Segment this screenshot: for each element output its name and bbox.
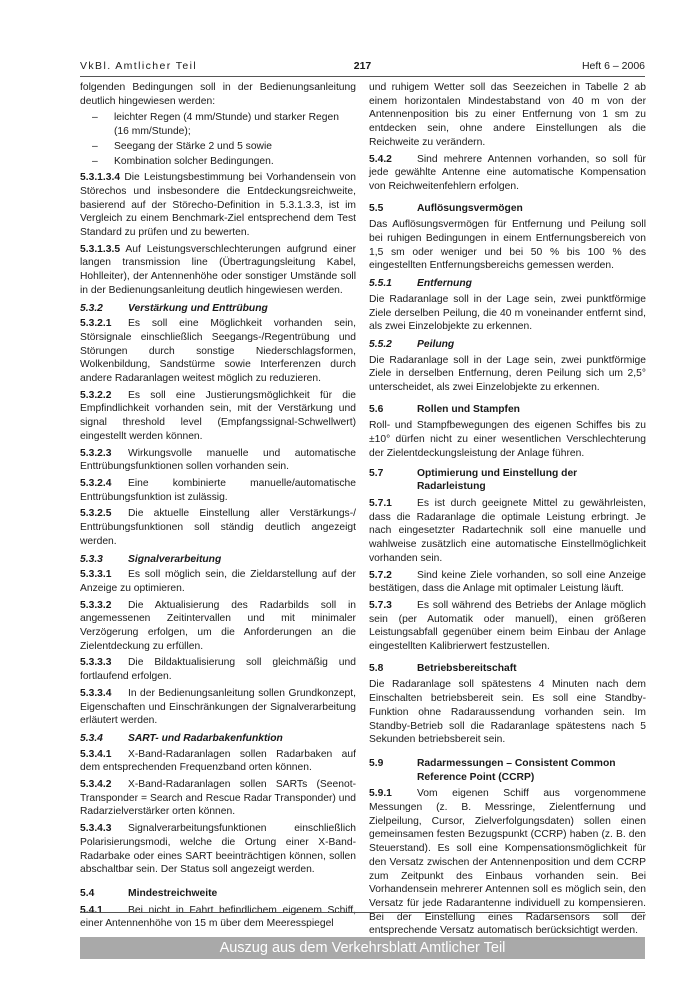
heading-5-4 <box>80 887 356 901</box>
heading-5-5-2 <box>369 338 646 352</box>
section-number: 5.3.3.2 <box>80 599 112 611</box>
list-item: – leichter Regen (4 mm/Stunde) und starker Regen (16 mm/Stunde); <box>80 111 356 138</box>
section-5-9-1 <box>369 787 646 938</box>
section-5-3-1-3-5 <box>80 243 356 298</box>
section-number: 5.3.2.1 <box>80 318 112 330</box>
section-text: In der Bedienungsanleitung sollen Grundkonzept, Eigenschaften und Einschränkungen der Signalverarbeitung erläutert werden. <box>80 687 356 727</box>
heading-title: Radarmessungen – Consistent Common Reference Point (CCRP) <box>417 757 616 783</box>
right-column <box>369 81 646 941</box>
paragraph-5-5-2: Die Radaranlage soll in der Lage sein, zwei punktförmige Ziele in derselben Entfernung, deren Peilung sich um 2,5° unterscheidet, als zwei Einzelobjekte zu erkennen. <box>369 354 646 394</box>
section-5-3-4-1 <box>80 748 356 775</box>
heading-number: 5.3.2 <box>80 302 103 314</box>
intro-paragraph: folgenden Bedingungen soll in der Bedienungsanleitung deutlich hingewiesen werden: <box>80 82 356 107</box>
section-text: Sind mehrere Antennen vorhanden, so soll für jede gewählte Antenne eine automatische Kompensation von Reichweitenfehlern erfolgen. <box>369 153 646 192</box>
journal-name: VkBl. Amtlicher Teil <box>80 60 198 72</box>
heading-number: 5.5 <box>369 202 384 214</box>
section-text: Die Aktualisierung des Radarbilds soll in angemessenen Zeitintervallen und mit minimaler Verzögerung erfolgen, um die Anforderungen an die Zielentdeckung zu erfüllen. <box>80 599 356 652</box>
section-number: 5.7.3 <box>369 599 392 611</box>
section-number: 5.3.3.1 <box>80 569 112 581</box>
section-text: Es soll eine Möglichkeit vorhanden sein, Störsignale einschließlich Seegangs-/Regentrübung und Störungen durch sonstige Niederschlagsformen, Wolkenbildung, Sandstürme sowie Interferenzen durch andere Radaranlagen weitest möglich zu reduzieren. <box>80 318 356 385</box>
page-header <box>80 60 645 76</box>
section-5-3-2-3 <box>80 447 356 474</box>
heading-number: 5.4 <box>80 887 95 899</box>
heading-number: 5.9 <box>369 757 384 769</box>
footer-banner: Auszug aus dem Verkehrsblatt Amtlicher Teil <box>80 937 645 959</box>
section-text: Es ist durch geeignete Mittel zu gewährleisten, dass die Radaranlage die optimale Leistung erbringt. Je nach eingesetzter Radartechnik soll eine manuelle und wahlweise zusätzlich eine automatische Einstellmöglichkeit vorhanden sein. <box>369 497 646 564</box>
paragraph-5-5-1: Die Radaranlage soll in der Lage sein, zwei punktförmige Ziele derselben Peilung, die 40 m voneinander entfernt sind, als zwei Einzelobjekte zu erkennen. <box>369 293 646 333</box>
heading-title: Verstärkung und Enttrübung <box>128 302 268 314</box>
section-number: 5.3.2.3 <box>80 447 112 459</box>
heading-5-6 <box>369 403 646 417</box>
section-5-3-4-2 <box>80 778 356 819</box>
section-5-3-1-3-4 <box>80 171 356 240</box>
section-5-7-1 <box>369 497 646 566</box>
heading-5-3-3 <box>80 553 356 567</box>
section-5-3-2-2 <box>80 389 356 444</box>
section-5-3-2-4 <box>80 477 356 504</box>
continuation-paragraph: und ruhigem Wetter soll das Seezeichen in Tabelle 2 ab einem horizontalen Mindestabstand von 40 m von der Antennenposition bis zu einer Entfernung von 1 sm zu entdecken sein, ohne andere Einstellungen als die Reichweite zu verändern. <box>369 82 646 148</box>
condition-list <box>80 111 356 168</box>
heading-number: 5.5.1 <box>369 278 392 290</box>
section-text: Die Leistungsbestimmung bei Vorhandensein von Störechos und insbesondere die Entdeckungsreichweite, basierend auf der Störecho-Definition in 5.3.1.3.3, ist im Vergleich zu einem Benchmark-Ziel entsprechend dem Test Standard zu prüfen und zu bewerten. <box>80 172 356 239</box>
heading-number: 5.7 <box>369 467 384 479</box>
paragraph-5-6: Roll- und Stampfbewegungen des eigenen Schiffes bis zu ±10° dürfen nicht zu einer wesentlichen Verschlechterung der Zielentdeckungsleistung der Anlage führen. <box>369 420 646 459</box>
section-5-3-3-2 <box>80 599 356 654</box>
section-number: 5.3.2.5 <box>80 508 112 520</box>
heading-title: Peilung <box>417 338 455 350</box>
heading-number: 5.3.4 <box>80 732 103 744</box>
section-text: Vom eigenen Schiff aus vorgenommene Messungen (z. B. Messringe, Zielentfernung und Zielpeilung, Cursor, Zielverfolgungsdaten) sollen einen gemeinsamen festen Bezugspunkt (CCRP) haben (z. B. den Steuerstand). Es soll eine Kompensationsmöglichkeit für den Versatz zwischen der Antennenposition und dem CCRP zum Zeitpunkt des Einbaus vorhanden sein. Bei Vorhandensein mehrerer Antennen soll es möglich sein, den Versatz für jede Radarantenne individuell zu kompensieren. Bei der Einstellung eines Radarsensors soll der entsprechende Versatz automatisch berücksichtigt werden. <box>369 788 646 937</box>
heading-5-7 <box>369 467 646 494</box>
paragraph-5-8: Die Radaranlage soll spätestens 4 Minuten nach dem Einschalten betriebsbereit sein. Es soll eine Standby-Funktion ohne Radaraussendung vorhanden sein. Im Standby-Betrieb soll die Radaranlage spätestens nach 5 Sekunden betriebsbereit sein. <box>369 679 646 746</box>
section-number: 5.9.1 <box>369 788 392 800</box>
heading-number: 5.6 <box>369 403 384 415</box>
heading-title: Betriebsbereitschaft <box>417 662 517 674</box>
heading-number: 5.8 <box>369 662 384 674</box>
section-text: X-Band-Radaranlagen sollen SARTs (Seenot-Transponder = Search and Rescue Radar Transponder) und Radarzielverstärker orten können. <box>80 779 356 818</box>
section-5-3-2-5 <box>80 507 356 548</box>
heading-5-5-1 <box>369 277 646 291</box>
heading-5-3-4 <box>80 732 356 746</box>
section-text: Signalverarbeitungsfunktionen einschließlich Polarisierungsmodi, welche die Ortung einer X-Band-Radarbake oder eines SART beeinträchtigen können, sollen abschaltbar sein. Der Status soll angezeigt werden. <box>80 823 356 876</box>
heading-number: 5.5.2 <box>369 338 392 350</box>
heading-number: 5.3.3 <box>80 553 103 565</box>
section-number: 5.3.3.4 <box>80 687 112 699</box>
section-5-7-2 <box>369 569 646 596</box>
section-number: 5.3.1.3.5 <box>80 243 121 255</box>
bottom-rule <box>80 912 645 913</box>
section-number: 5.3.1.3.4 <box>80 172 121 184</box>
list-item: – Seegang der Stärke 2 und 5 sowie <box>80 140 356 154</box>
heading-5-5 <box>369 202 646 216</box>
section-5-3-4-3 <box>80 822 356 877</box>
section-5-4-1 <box>80 904 356 931</box>
section-number: 5.3.2.2 <box>80 389 112 401</box>
section-number: 5.3.4.2 <box>80 779 112 791</box>
section-text: Es soll möglich sein, die Zieldarstellung auf der Anzeige zu optimieren. <box>80 569 356 594</box>
section-text: Auf Leistungsverschlechterungen aufgrund einer langen transmission line (Übertragungsleitung Kabel, Hohlleiter), der Antennenhöhe oder sonstiger Umstände soll in der Bedienungsanleitung deutlich hingewiesen werden. <box>80 243 357 296</box>
header-rule <box>80 76 645 77</box>
section-text: Wirkungsvolle manuelle und automatische Enttrübungsfunktionen sollen vorhanden sein. <box>80 447 356 473</box>
section-text: Es soll während des Betriebs der Anlage möglich sein (per Automatik oder manuell), einen größeren Leistungsabfall gegenüber einem beim Einbau der Anlage eingestellten Kalibrierwert festzustellen. <box>369 599 646 653</box>
heading-title: SART- und Radarbakenfunktion <box>128 732 283 744</box>
section-number: 5.4.1 <box>80 904 103 916</box>
section-text: Sind keine Ziele vorhanden, so soll eine Anzeige bestätigen, dass die Anlage mit optimaler Leistung läuft. <box>369 569 646 595</box>
heading-title: Auflösungsvermögen <box>417 202 523 214</box>
section-5-7-3 <box>369 599 646 654</box>
section-text: Es soll eine Justierungsmöglichkeit für die Empfindlichkeit vorhanden sein, mit der Verstärkung und signal threshold level (Empfangssignal-Schwellwert) eingestellt werden können. <box>80 389 356 442</box>
heading-title: Entfernung <box>417 278 472 290</box>
issue-label: Heft 6 – 2006 <box>581 60 645 72</box>
heading-title: Mindestreichweite <box>128 887 218 899</box>
list-item: – Kombination solcher Bedingungen. <box>80 155 356 169</box>
heading-5-3-2 <box>80 302 356 316</box>
section-number: 5.4.2 <box>369 153 392 165</box>
section-text: Die aktuelle Einstellung aller Verstärkungs-/ Enttrübungsfunktionen soll ständig deutlich angezeigt werden. <box>80 508 356 547</box>
section-number: 5.3.4.1 <box>80 748 112 760</box>
heading-title: Signalverarbeitung <box>128 553 222 565</box>
section-5-4-2 <box>369 153 646 194</box>
section-number: 5.3.2.4 <box>80 477 112 489</box>
heading-title: Rollen und Stampfen <box>417 403 520 415</box>
section-5-3-3-4 <box>80 687 356 728</box>
section-text: Eine kombinierte manuelle/automatische Enttrübungsfunktion ist zulässig. <box>80 477 356 503</box>
section-text: Die Bildaktualisierung soll gleichmäßig und fortlaufend erfolgen. <box>80 657 356 683</box>
section-number: 5.3.4.3 <box>80 823 112 835</box>
section-5-3-3-1 <box>80 568 356 595</box>
section-text: Bei nicht in Fahrt befindlichem eigenem Schiff, einer Antennenhöhe von 15 m über dem Meeresspiegel <box>80 904 356 930</box>
heading-5-9 <box>369 757 646 784</box>
paragraph-5-5: Das Auflösungsvermögen für Entfernung und Peilung soll bei ruhigen Bedingungen in einem Entfernungsbereich von 1,5 sm oder weniger und bei 50 % bis 100 % des eingestellten Entfernungsbereichs gemessen werden. <box>369 219 646 272</box>
heading-title: Optimierung und Einstellung der Radarleistung <box>417 467 578 493</box>
section-5-3-3-3 <box>80 656 356 683</box>
heading-5-8 <box>369 662 646 676</box>
section-text: X-Band-Radaranlagen sollen Radarbaken auf dem entsprechenden Frequenzband orten können. <box>80 748 356 774</box>
section-number: 5.3.3.3 <box>80 657 112 669</box>
section-5-3-2-1 <box>80 317 356 386</box>
left-column <box>80 81 356 934</box>
section-number: 5.7.1 <box>369 497 392 509</box>
section-number: 5.7.2 <box>369 569 392 581</box>
page-number: 217 <box>353 60 372 72</box>
